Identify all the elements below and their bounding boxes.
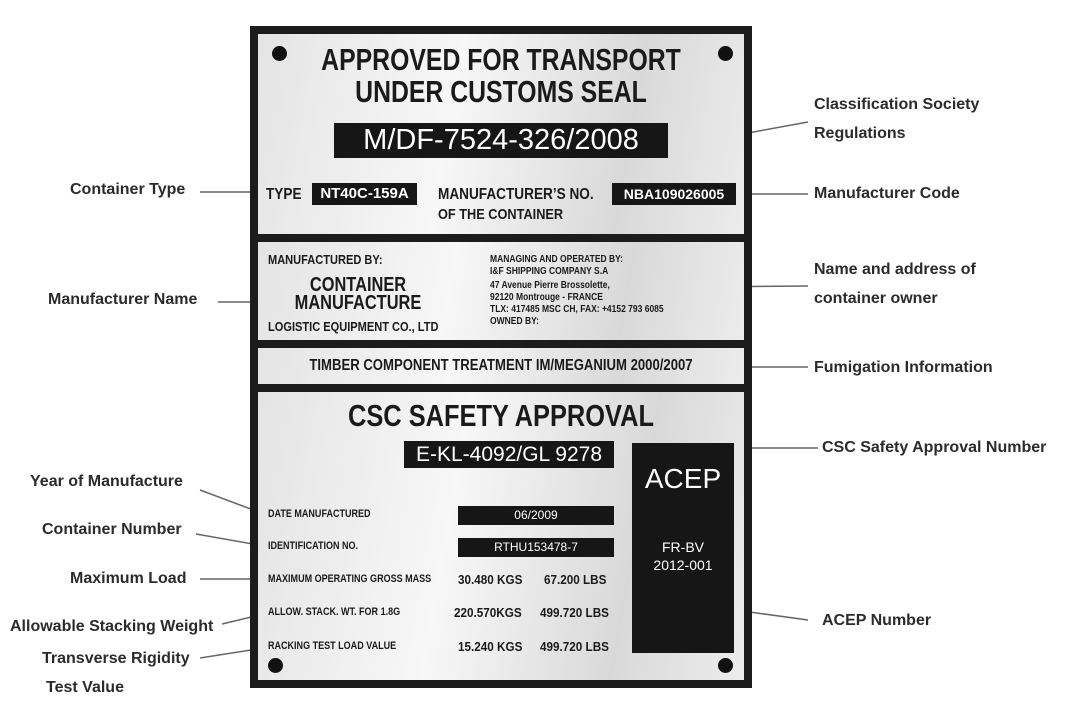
- manufacturer-no-value: NBA109026005: [612, 183, 736, 205]
- customs-title-line2: UNDER CUSTOMS SEAL: [355, 74, 647, 109]
- callout-rigidity-line2: Test Value: [46, 679, 124, 696]
- rivet-bottom-right: [718, 658, 733, 673]
- racking-test-kgs: 15.240 KGS: [458, 639, 523, 654]
- fumigation-text: TIMBER COMPONENT TREATMENT IM/MEGANIUM 2000/2007: [309, 357, 693, 374]
- csc-panel: [258, 392, 744, 680]
- fumigation-panel: [258, 348, 744, 384]
- owner-line: I&F SHIPPING COMPANY S.A: [490, 266, 609, 277]
- stacking-weight-kgs: 220.570KGS: [454, 605, 522, 620]
- acep-title: ACEP: [644, 463, 722, 494]
- rivet-top-left: [272, 46, 287, 61]
- callout-classification-line2: Regulations: [814, 125, 906, 142]
- callout-container-type: Container Type: [70, 181, 186, 198]
- owner-line: MANAGING AND OPERATED BY:: [490, 254, 624, 265]
- acep-code-line1: FR-BV: [662, 539, 704, 555]
- max-gross-mass-kgs: 30.480 KGS: [458, 572, 523, 587]
- manufacturer-no-label-line1: MANUFACTURER’S NO.: [438, 186, 594, 203]
- callout-max-load: Maximum Load: [70, 570, 187, 587]
- owner-line: OWNED BY:: [490, 316, 539, 327]
- callout-fumigation: Fumigation Information: [814, 359, 993, 376]
- callout-stacking: Allowable Stacking Weight: [10, 618, 214, 635]
- identification-label: IDENTIFICATION NO.: [268, 540, 359, 552]
- type-label: TYPE: [266, 186, 302, 203]
- manufacturer-company: LOGISTIC EQUIPMENT CO., LTD: [268, 319, 439, 334]
- racking-test-lbs: 499.720 LBS: [540, 639, 609, 654]
- stacking-weight-lbs: 499.720 LBS: [540, 605, 609, 620]
- customs-title-line1: APPROVED FOR TRANSPORT: [321, 42, 681, 77]
- csc-title: CSC SAFETY APPROVAL: [347, 398, 655, 433]
- owner-line: TLX: 417485 MSC CH, FAX: +4152 793 6085: [490, 304, 664, 315]
- customs-data-plate: [250, 26, 752, 688]
- acep-code-line2: 2012-001: [653, 557, 713, 573]
- rivet-bottom-left: [268, 658, 283, 673]
- callout-year: Year of Manufacture: [30, 473, 183, 490]
- callout-classification-line1: Classification Society: [814, 96, 980, 113]
- rivet-top-right: [718, 46, 733, 61]
- stacking-weight-label: ALLOW. STACK. WT. FOR 1.8G: [268, 606, 401, 618]
- racking-test-label: RACKING TEST LOAD VALUE: [268, 640, 397, 652]
- container-type-value: NT40C-159A: [312, 183, 417, 205]
- callout-owner-line2: container owner: [814, 290, 938, 307]
- callout-acep-number: ACEP Number: [822, 612, 932, 629]
- callout-csc-number: CSC Safety Approval Number: [822, 439, 1047, 456]
- max-gross-mass-label: MAXIMUM OPERATING GROSS MASS: [268, 573, 432, 585]
- manufactured-by-label: MANUFACTURED BY:: [268, 252, 383, 267]
- max-gross-mass-lbs: 67.200 LBS: [544, 572, 607, 587]
- customs-approval-number: M/DF-7524-326/2008: [334, 123, 668, 158]
- callout-manufacturer-code: Manufacturer Code: [814, 185, 960, 202]
- identification-value: RTHU153478-7: [458, 538, 614, 557]
- callout-manufacturer-name: Manufacturer Name: [48, 291, 198, 308]
- acep-box: [632, 443, 734, 653]
- callout-owner-line1: Name and address of: [814, 261, 976, 278]
- manufacturer-name-line2: MANUFACTURE: [294, 292, 422, 314]
- manufacturer-name-line1: CONTAINER: [309, 274, 407, 296]
- owner-line: 92120 Montrouge - FRANCE: [490, 292, 603, 303]
- csc-approval-number: E-KL-4092/GL 9278: [404, 441, 614, 468]
- customs-seal-panel: [258, 34, 744, 234]
- callout-rigidity-line1: Transverse Rigidity: [42, 650, 190, 667]
- callout-container-number: Container Number: [42, 521, 182, 538]
- owner-line: 47 Avenue Pierre Brossolette,: [490, 280, 610, 291]
- date-manufactured-label: DATE MANUFACTURED: [268, 508, 371, 520]
- date-manufactured-value: 06/2009: [458, 506, 614, 525]
- manufacturer-panel: [258, 242, 744, 340]
- manufacturer-no-label-line2: OF THE CONTAINER: [438, 206, 564, 223]
